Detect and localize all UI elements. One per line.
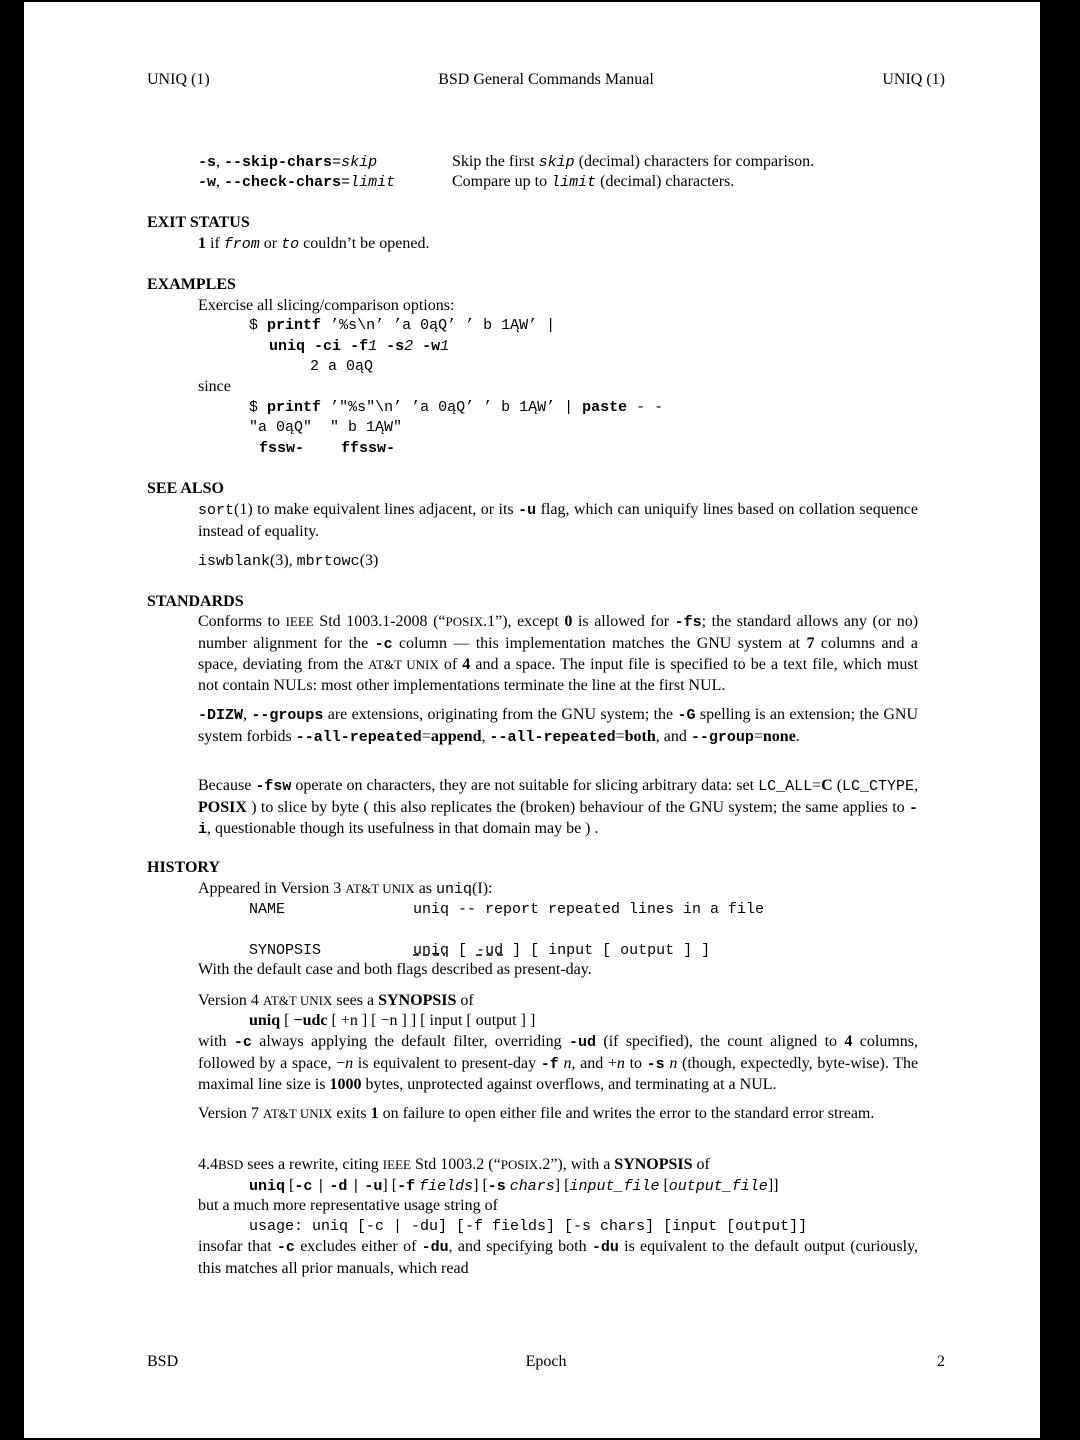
text: columns, followed by a space, xyxy=(198,1033,919,1072)
italic-arg: n xyxy=(616,1054,625,1072)
text: columns and a space, deviating from the xyxy=(198,634,919,673)
text: (though, expectedly, byte-wise). The maximal line size is xyxy=(198,1054,919,1093)
text: , xyxy=(481,727,486,745)
option-desc-text: Compare up to xyxy=(452,173,548,190)
v3-name-value: uniq -- report repeated lines in a file xyxy=(413,901,765,918)
usage-string: usage: uniq [-c | -du] [-f fields] [-s chars] [input [output]] xyxy=(249,1218,808,1235)
bold-cmd: uniq xyxy=(249,1012,281,1029)
smallcaps: AT&T UNIX xyxy=(262,1106,333,1121)
flag: -du xyxy=(591,1239,619,1256)
flag: --all-repeated xyxy=(295,728,422,746)
cmd-args: ’%s\n’ ’a 0ąQ’ ’ b 1ĄW’ | xyxy=(330,317,556,334)
history-paragraph-7 xyxy=(198,1237,918,1279)
manref-section: (3), xyxy=(270,552,293,569)
standards-paragraph-1 xyxy=(198,612,918,696)
text: (if specified), the count aligned to xyxy=(603,1033,838,1050)
option-desc-arg: skip xyxy=(538,154,575,171)
text: sees a xyxy=(336,992,375,1009)
manref-uniq[interactable]: uniq xyxy=(436,881,473,898)
option-short: -w xyxy=(198,174,217,191)
section-heading-history: HISTORY xyxy=(147,859,220,876)
text: ] xyxy=(382,1177,388,1194)
text: | xyxy=(351,1178,361,1195)
text: exits xyxy=(336,1105,367,1122)
manref-section: (3) xyxy=(359,552,379,569)
footer-left: BSD xyxy=(147,1353,179,1370)
text: , xyxy=(243,706,248,723)
text: to xyxy=(629,1054,643,1072)
flag: --group xyxy=(690,728,754,746)
flag: -DIZW xyxy=(198,707,244,724)
text: ) to slice by byte ( this also replicates the (broken) behaviour of the GNU system; the same applies to xyxy=(251,798,905,816)
v3-synopsis-label: SYNOPSIS xyxy=(249,942,322,959)
text: 4.4 xyxy=(198,1156,218,1173)
option-desc-text: (decimal) characters for comparison. xyxy=(578,153,815,170)
bold-value: SYNOPSIS xyxy=(614,1156,693,1173)
text: = xyxy=(812,777,822,794)
smallcaps: AT&T UNIX xyxy=(345,881,415,896)
cmd-uniq: uniq xyxy=(269,338,306,355)
example2-output2: fssw- xyxy=(259,440,305,457)
see-also-paragraph xyxy=(198,500,918,542)
manref-mbrtowc[interactable]: mbrtowc xyxy=(296,553,360,570)
text: , and specifying both xyxy=(448,1238,587,1255)
cmd-args: - - xyxy=(636,399,664,416)
option-desc-arg: limit xyxy=(551,174,597,191)
option-s xyxy=(198,152,377,174)
italic-arg: output_file xyxy=(668,1178,768,1195)
text: insofar that xyxy=(198,1238,272,1255)
manref-iswblank[interactable]: iswblank xyxy=(198,553,271,570)
flag: -w xyxy=(422,338,441,355)
smallcaps: POSIX xyxy=(500,1157,539,1172)
text: bytes, unprotected against overflows, and terminating at a NUL. xyxy=(365,1076,777,1093)
standards-paragraph-3 xyxy=(198,776,918,841)
text: Std 1003.1-2008 (“ xyxy=(319,613,446,630)
text: spelling is an extension; the GNU system forbids xyxy=(198,706,919,745)
bold-flag: −udc xyxy=(293,1012,328,1029)
option-long: --check-chars xyxy=(224,174,342,191)
text: ] xyxy=(554,1177,561,1194)
text: [ input [ output ] ] xyxy=(530,942,711,959)
header-left: UNIQ (1) xyxy=(147,71,210,88)
text: ; the standard allows any (or no) number alignment for the xyxy=(198,613,919,652)
manual-page xyxy=(24,2,1040,1438)
flag: -d xyxy=(329,1178,348,1195)
history-paragraph-5 xyxy=(198,1155,710,1176)
text: = xyxy=(753,727,763,745)
text: always applying the default filter, overriding xyxy=(259,1033,562,1050)
smallcaps: BSD xyxy=(218,1157,244,1172)
text: of xyxy=(443,656,458,673)
bold-value: append xyxy=(430,727,482,745)
text: .2”), with a xyxy=(538,1156,611,1173)
flag: -u xyxy=(518,502,537,519)
history-paragraph-2 xyxy=(198,991,474,1012)
option-desc-text: (decimal) characters. xyxy=(600,173,735,190)
text: Because xyxy=(198,777,252,794)
text: Appeared in Version 3 xyxy=(198,880,342,897)
italic-arg: n xyxy=(345,1054,354,1072)
option-comma: , xyxy=(216,173,221,190)
text: ] xyxy=(512,942,522,959)
underlined-flag: -ud xyxy=(476,942,504,959)
text: on failure to open either file and writes the error to the standard error stream. xyxy=(382,1105,875,1122)
option-arg: limit xyxy=(350,174,396,191)
option-short: -s xyxy=(198,154,217,171)
smallcaps: IEEE xyxy=(382,1157,411,1172)
history-paragraph-6: but a much more representative usage string of xyxy=(198,1197,498,1214)
history-paragraph-4 xyxy=(198,1104,918,1125)
text: , xyxy=(914,777,919,794)
flag: -fs xyxy=(674,614,702,631)
smallcaps: AT&T UNIX xyxy=(368,657,439,672)
text: . xyxy=(795,727,800,745)
text: of xyxy=(460,992,474,1009)
manref-section: (I): xyxy=(472,880,493,897)
cmd-args: ’"%s"\n’ ’a 0ąQ’ ’ b 1ĄW’ | xyxy=(330,399,574,416)
header-center: BSD General Commands Manual xyxy=(438,71,654,88)
text: are extensions, originating from the GNU system; the xyxy=(327,706,674,723)
bold-value: C xyxy=(821,777,833,794)
flag: -s xyxy=(386,338,405,355)
page-number: 2 xyxy=(937,1353,945,1370)
prompt: $ xyxy=(249,317,259,334)
example2-line1 xyxy=(249,398,663,419)
bold-value: 4 xyxy=(844,1033,853,1050)
bold-value: SYNOPSIS xyxy=(378,992,457,1009)
example1-line2 xyxy=(269,337,449,358)
section-heading-see-also: SEE ALSO xyxy=(147,480,224,497)
flag: -f xyxy=(397,1178,416,1195)
section-heading-exit-status: EXIT STATUS xyxy=(147,214,250,231)
flag: --groups xyxy=(251,707,324,724)
text: , and xyxy=(655,727,687,745)
history-paragraph-3 xyxy=(198,1032,918,1096)
manref-section: (1) xyxy=(234,501,253,518)
flag: -u xyxy=(364,1178,383,1195)
arg-to: to xyxy=(281,236,300,253)
examples-since: since xyxy=(198,378,231,395)
text: ( xyxy=(836,777,843,794)
text: sees a rewrite, citing xyxy=(247,1156,379,1173)
underlined-cmd: uniq xyxy=(413,942,450,959)
v3-synopsis-value xyxy=(413,941,710,962)
cmd-uniq: uniq xyxy=(249,1178,286,1195)
example2-output1: "a 0ąQ" " b 1ĄW" xyxy=(249,419,403,436)
section-heading-standards: STANDARDS xyxy=(147,593,244,610)
text: Std 1003.2 (“ xyxy=(414,1156,501,1173)
italic-arg: n xyxy=(563,1054,572,1072)
bold-value: POSIX xyxy=(198,798,247,816)
text: as xyxy=(418,880,433,897)
text: is equivalent to present-day xyxy=(357,1054,537,1072)
standards-paragraph-2 xyxy=(198,705,918,748)
text: is allowed for xyxy=(577,613,670,630)
bold-value: none xyxy=(762,727,796,745)
v3-name-label: NAME xyxy=(249,901,286,918)
text: and a space. The input file is specified to be a text file, which must not contain NULs: most other implementations terminate the line at the first NUL. xyxy=(198,656,919,694)
arg-from: from xyxy=(223,236,260,253)
flag: -f xyxy=(350,338,369,355)
text: Version 7 xyxy=(198,1105,259,1122)
text: [ +n ] [ −n ] ] [ input [ output ] ] xyxy=(331,1012,536,1029)
bold-value: both xyxy=(624,727,656,745)
text: [ xyxy=(663,1177,669,1194)
flag-value: 2 xyxy=(404,338,414,355)
env-var: LC_CTYPE xyxy=(842,778,915,795)
env-var: LC_ALL xyxy=(758,778,813,795)
v44-synopsis xyxy=(249,1176,778,1198)
option-w-desc xyxy=(452,172,734,194)
text: [ xyxy=(289,1177,295,1194)
text: − xyxy=(336,1054,346,1072)
text: [ xyxy=(564,1177,570,1194)
history-paragraph-1b: With the default case and both flags described as present-day. xyxy=(198,961,592,978)
italic-arg: n xyxy=(669,1054,678,1072)
text: | xyxy=(316,1178,326,1195)
text: .1”), except xyxy=(483,613,559,630)
bold-value: 0 xyxy=(564,613,573,630)
flag: -s xyxy=(646,1055,665,1073)
text: = xyxy=(421,727,431,745)
bold-value: 7 xyxy=(806,634,815,652)
example1-line1 xyxy=(249,316,555,337)
exit-status-line xyxy=(198,234,429,256)
history-paragraph-1 xyxy=(198,879,492,901)
text: with xyxy=(198,1033,227,1050)
cmd-printf: printf xyxy=(267,317,322,334)
flag: -c xyxy=(294,1178,313,1195)
flag: -ci xyxy=(314,338,342,355)
option-arg: skip xyxy=(341,154,378,171)
see-also-refs xyxy=(198,551,378,573)
smallcaps: AT&T UNIX xyxy=(262,993,333,1008)
text: Version 4 xyxy=(198,992,259,1009)
flag: -f xyxy=(540,1055,559,1073)
flag-value: 1 xyxy=(440,338,450,355)
option-s-desc xyxy=(452,152,814,174)
text: if xyxy=(210,235,220,252)
section-heading-examples: EXAMPLES xyxy=(147,276,236,293)
v4-synopsis xyxy=(249,1011,535,1032)
flag: -c xyxy=(276,1239,295,1256)
smallcaps: POSIX xyxy=(445,614,484,629)
flag: -fsw xyxy=(255,778,292,795)
examples-intro: Exercise all slicing/comparison options: xyxy=(198,297,455,314)
text: = xyxy=(615,727,625,745)
text: column — this implementation matches the GNU system at xyxy=(398,634,801,652)
option-w xyxy=(198,172,395,194)
footer-center: Epoch xyxy=(525,1353,567,1370)
text: operate on characters, they are not suitable for slicing arbitrary data: set xyxy=(295,777,755,794)
flag-value: 1 xyxy=(368,338,378,355)
italic-arg: fields xyxy=(419,1178,474,1195)
manref-sort[interactable]: sort xyxy=(198,502,235,519)
exit-code: 1 xyxy=(198,235,206,252)
flag: -s xyxy=(487,1178,506,1195)
cmd-printf: printf xyxy=(267,399,322,416)
text: or xyxy=(263,235,278,252)
text: ]] xyxy=(767,1177,779,1194)
flag: -c xyxy=(233,1034,252,1051)
text: is equivalent to the default output (curiously, this matches all prior manuals, which read xyxy=(198,1238,919,1277)
cmd-paste: paste xyxy=(582,399,628,416)
text: to make equivalent lines adjacent, or its xyxy=(257,501,514,518)
text: , and xyxy=(571,1054,604,1072)
example2-output3: ffssw- xyxy=(341,440,396,457)
bold-value: 1 xyxy=(370,1105,379,1122)
text: [ xyxy=(284,1012,290,1029)
option-long: --skip-chars xyxy=(224,154,333,171)
option-eq: = xyxy=(341,174,351,191)
text: ] xyxy=(473,1177,479,1194)
text: [ xyxy=(482,1177,488,1194)
bold-value: 1000 xyxy=(329,1076,362,1093)
text: Conforms to xyxy=(198,613,281,630)
prompt: $ xyxy=(249,399,259,416)
option-eq: = xyxy=(332,154,342,171)
flag: -du xyxy=(421,1239,449,1256)
header-right: UNIQ (1) xyxy=(882,71,945,88)
text: + xyxy=(607,1054,617,1072)
italic-arg: chars xyxy=(509,1178,555,1195)
text: [ xyxy=(391,1177,398,1194)
smallcaps: IEEE xyxy=(285,614,314,629)
flag: -c xyxy=(374,635,393,653)
text: flag, which can uniquify lines based on collation sequence instead of equality. xyxy=(198,501,918,540)
bold-value: 4 xyxy=(462,656,471,673)
text: excludes either of xyxy=(300,1238,417,1255)
flag: -ud xyxy=(568,1034,596,1051)
text: [ xyxy=(458,942,468,959)
example1-output: 2 a 0ąQ xyxy=(310,358,374,375)
flag: --all-repeated xyxy=(489,728,616,746)
text: of xyxy=(696,1156,710,1173)
option-comma: , xyxy=(216,153,221,170)
text: couldn’t be opened. xyxy=(303,235,430,252)
text: , questionable though its usefulness in that domain may be ) . xyxy=(207,820,599,837)
option-desc-text: Skip the first xyxy=(452,153,535,170)
italic-arg: input_file xyxy=(569,1178,660,1195)
flag: -G xyxy=(677,707,696,724)
flag: -i xyxy=(198,799,919,838)
